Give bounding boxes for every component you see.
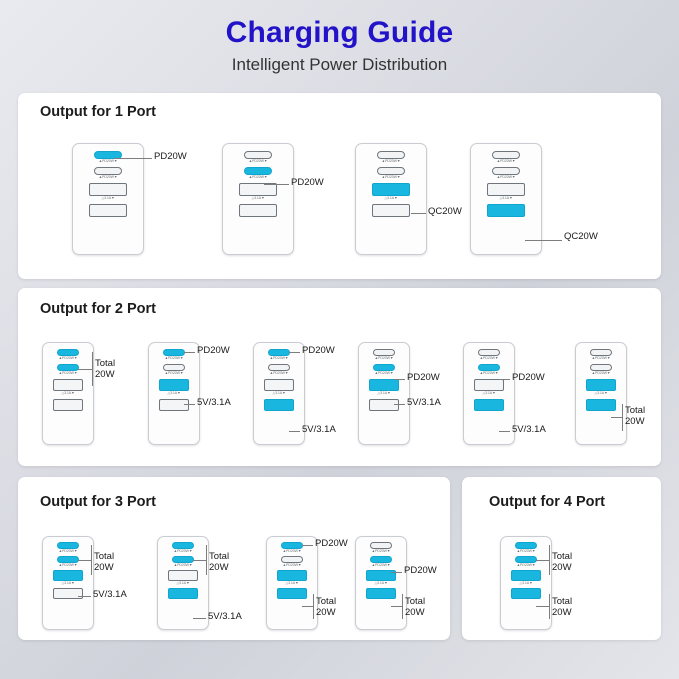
charger-3port-case4 (355, 536, 407, 630)
callout-line-2: 20W (552, 606, 572, 618)
callout-2port-case3-a: 5V/3.1A (302, 424, 336, 435)
usb-c-port-2-label: ▲PD20W▼ (164, 370, 184, 375)
usb-c-port-1-label: ▲PD20W▼ (381, 159, 401, 163)
leader-2-4a (394, 379, 405, 380)
callout-2port-case4-a: 5V/3.1A (407, 397, 441, 408)
usb-a-port-2 (53, 399, 83, 411)
usb-c-port-2 (373, 364, 395, 371)
callout-line-2: 20W (552, 561, 572, 573)
usb-c-port-1-label: ▲PD20W▼ (479, 356, 499, 360)
usb-c-port-1 (515, 542, 537, 549)
usb-a-port-1-label: △3.1A▼ (61, 391, 75, 396)
charger-2port-case1 (42, 342, 94, 445)
leader-3-1a (78, 560, 91, 561)
usb-c-port-1-label: ▲PD20W▼ (164, 356, 184, 360)
usb-c-port-1 (590, 349, 612, 356)
callout-2port-case2-pd: PD20W (197, 345, 230, 356)
leader-3-4b-v (402, 594, 403, 619)
leader-3-4a (391, 572, 402, 573)
callout-line-2: 20W (209, 561, 229, 573)
callout-line-1: Total (552, 551, 573, 562)
usb-a-port-2 (168, 588, 198, 599)
usb-c-port-1-label: ▲PD20W▼ (58, 356, 78, 360)
leader-2-3a (289, 352, 300, 353)
usb-c-port-1-label: ▲PD20W▼ (269, 356, 289, 360)
usb-c-port-1-label: ▲PD20W▼ (98, 159, 118, 163)
usb-a-port-1-label: △3.1A▼ (377, 391, 391, 396)
usb-c-port-1-label: ▲PD20W▼ (282, 549, 302, 553)
callout-3port-case3-pd: PD20W (315, 538, 348, 549)
callout-2port-case3-pd: PD20W (302, 345, 335, 356)
usb-c-port-1 (163, 349, 185, 356)
usb-c-port-1 (57, 542, 79, 549)
usb-c-port-1-label: ▲PD20W▼ (248, 159, 268, 163)
usb-a-port-1-label: △3.1A▼ (101, 196, 115, 201)
usb-c-port-2-label: ▲PD20W▼ (371, 562, 391, 567)
usb-a-port-2 (53, 588, 83, 599)
callout-line-1: Total (209, 551, 230, 562)
panel-title-four-port: Output for 4 Port (489, 494, 605, 510)
callout-line-2: 20W (94, 561, 114, 573)
usb-c-port-2 (172, 556, 194, 563)
leader-2-4b (394, 404, 405, 405)
usb-c-port-2-label: ▲PD20W▼ (381, 174, 401, 179)
usb-c-port-1 (268, 349, 290, 356)
usb-c-port-1 (244, 151, 272, 159)
usb-c-port-2-label: ▲PD20W▼ (58, 562, 78, 567)
usb-c-port-2-label: ▲PD20W▼ (496, 174, 516, 179)
usb-a-port-1-label: △3.1A▼ (176, 581, 190, 586)
usb-c-port-2-label: ▲PD20W▼ (479, 370, 499, 375)
charger-2port-case5 (463, 342, 515, 445)
usb-c-port-2 (377, 167, 405, 175)
usb-c-port-2 (163, 364, 185, 371)
usb-c-port-2 (94, 167, 122, 175)
usb-c-port-1 (373, 349, 395, 356)
usb-a-port-1-label: △3.1A▼ (167, 391, 181, 396)
usb-c-port-2 (590, 364, 612, 371)
usb-a-port-1 (53, 570, 83, 581)
charger-2port-case3 (253, 342, 305, 445)
usb-c-port-2 (370, 556, 392, 563)
leader-2-1 (78, 369, 92, 370)
leader-3-2a (193, 560, 206, 561)
leader-1-3 (411, 213, 426, 214)
callout-line-1: Total (625, 405, 646, 416)
charger-3port-case2 (157, 536, 209, 630)
charger-4port-case1 (500, 536, 552, 630)
usb-a-port-1 (487, 183, 525, 196)
leader-2-3b (289, 431, 300, 432)
usb-c-port-2 (492, 167, 520, 175)
charger-3port-case3 (266, 536, 318, 630)
usb-a-port-1 (264, 379, 294, 391)
usb-c-port-1 (377, 151, 405, 159)
leader-2-6-v (622, 404, 623, 431)
usb-c-port-1-label: ▲PD20W▼ (516, 549, 536, 553)
leader-2-5b (499, 431, 510, 432)
leader-4-1b-v (549, 594, 550, 619)
callout-3port-case2-total (209, 552, 229, 573)
usb-c-port-1 (172, 542, 194, 549)
charger-2port-case2 (148, 342, 200, 445)
charger-1port-case2 (222, 143, 294, 255)
callout-1port-case1: PD20W (154, 151, 187, 162)
usb-a-port-1-label: △3.1A▼ (272, 391, 286, 396)
usb-c-port-2 (478, 364, 500, 371)
leader-3-3a (302, 545, 313, 546)
charger-2port-case4 (358, 342, 410, 445)
callout-line-1: Total (94, 551, 115, 562)
callout-1port-case4: QC20W (564, 231, 598, 242)
usb-a-port-1 (511, 570, 541, 581)
leader-2-5a (499, 379, 510, 380)
leader-1-2 (264, 184, 289, 185)
leader-3-2b (193, 618, 206, 619)
leader-4-1a (536, 560, 549, 561)
leader-2-6 (611, 417, 622, 418)
usb-a-port-2 (372, 204, 410, 217)
leader-4-1b (536, 606, 549, 607)
leader-4-1a-v (549, 545, 550, 575)
callout-3port-case4-pd: PD20W (404, 565, 437, 576)
usb-c-port-2 (244, 167, 272, 175)
panel-title-one-port: Output for 1 Port (40, 104, 156, 120)
leader-2-2b (184, 404, 195, 405)
callout-3port-case1-a: 5V/3.1A (93, 589, 127, 600)
callout-line-1: Total (95, 358, 116, 369)
callout-line-2: 20W (625, 415, 645, 427)
usb-c-port-1 (370, 542, 392, 549)
usb-a-port-1-label: △3.1A▼ (519, 581, 533, 586)
usb-c-port-1 (478, 349, 500, 356)
usb-a-port-1-label: △3.1A▼ (499, 196, 513, 201)
usb-a-port-1 (53, 379, 83, 391)
leader-1-4 (525, 240, 562, 241)
callout-2port-case2-a: 5V/3.1A (197, 397, 231, 408)
callout-line-2: 20W (95, 368, 115, 380)
usb-a-port-1 (168, 570, 198, 581)
leader-3-2a-v (206, 545, 207, 575)
charger-1port-case1 (72, 143, 144, 255)
usb-a-port-2 (487, 204, 525, 217)
usb-c-port-1-label: ▲PD20W▼ (496, 159, 516, 163)
charger-1port-case3 (355, 143, 427, 255)
usb-a-port-1 (89, 183, 127, 196)
usb-a-port-1-label: △3.1A▼ (374, 581, 388, 586)
charger-1port-case4 (470, 143, 542, 255)
callout-line-1: Total (552, 596, 573, 607)
usb-c-port-2 (57, 556, 79, 563)
callout-line-1: Total (405, 596, 426, 607)
callout-4port-total-1 (552, 552, 572, 573)
usb-a-port-1-label: △3.1A▼ (594, 391, 608, 396)
usb-c-port-1-label: ▲PD20W▼ (58, 549, 78, 553)
usb-a-port-2 (474, 399, 504, 411)
usb-c-port-2 (281, 556, 303, 563)
usb-c-port-1-label: ▲PD20W▼ (371, 549, 391, 553)
usb-a-port-1 (369, 379, 399, 391)
callout-3port-case2-a: 5V/3.1A (208, 611, 242, 622)
callout-3port-case3-total (316, 597, 336, 618)
usb-c-port-2 (515, 556, 537, 563)
callout-3port-case4-total (405, 597, 425, 618)
page-subtitle: Intelligent Power Distribution (231, 55, 448, 74)
usb-c-port-1-label: ▲PD20W▼ (173, 549, 193, 553)
usb-c-port-2 (57, 364, 79, 371)
usb-a-port-2 (586, 399, 616, 411)
usb-a-port-2 (239, 204, 277, 217)
usb-c-port-2-label: ▲PD20W▼ (374, 370, 394, 375)
callout-3port-case1-total (94, 552, 114, 573)
usb-a-port-1 (277, 570, 307, 581)
usb-c-port-1-label: ▲PD20W▼ (591, 356, 611, 360)
usb-a-port-2 (89, 204, 127, 217)
leader-3-1a-v (91, 545, 92, 575)
usb-c-port-2-label: ▲PD20W▼ (591, 370, 611, 375)
callout-2port-case1 (95, 359, 115, 380)
callout-line-1: Total (316, 596, 337, 607)
usb-c-port-1 (492, 151, 520, 159)
charger-3port-case1 (42, 536, 94, 630)
usb-a-port-1 (586, 379, 616, 391)
usb-c-port-2-label: ▲PD20W▼ (248, 174, 268, 179)
usb-a-port-1 (159, 379, 189, 391)
usb-a-port-2 (366, 588, 396, 599)
usb-c-port-1 (281, 542, 303, 549)
panel-title-three-port: Output for 3 Port (40, 494, 156, 510)
panel-title-two-port: Output for 2 Port (40, 301, 156, 317)
leader-3-3b-v (313, 594, 314, 619)
usb-a-port-2 (511, 588, 541, 599)
usb-a-port-1-label: △3.1A▼ (251, 196, 265, 201)
usb-a-port-1 (372, 183, 410, 196)
charger-2port-case6 (575, 342, 627, 445)
callout-1port-case2: PD20W (291, 177, 324, 188)
callout-2port-case4-pd: PD20W (407, 372, 440, 383)
leader-2-2a (184, 352, 195, 353)
usb-c-port-2-label: ▲PD20W▼ (98, 174, 118, 179)
callout-1port-case3: QC20W (428, 206, 462, 217)
leader-3-4b (391, 606, 402, 607)
usb-a-port-1 (474, 379, 504, 391)
usb-c-port-2-label: ▲PD20W▼ (173, 562, 193, 567)
usb-c-port-2 (268, 364, 290, 371)
callout-2port-case6 (625, 406, 645, 427)
leader-3-1b (78, 596, 91, 597)
usb-c-port-2-label: ▲PD20W▼ (282, 562, 302, 567)
usb-a-port-2 (277, 588, 307, 599)
usb-a-port-1-label: △3.1A▼ (482, 391, 496, 396)
callout-line-2: 20W (316, 606, 336, 618)
usb-a-port-1-label: △3.1A▼ (61, 581, 75, 586)
usb-a-port-1-label: △3.1A▼ (384, 196, 398, 201)
callout-2port-case5-a: 5V/3.1A (512, 424, 546, 435)
usb-a-port-1-label: △3.1A▼ (285, 581, 299, 586)
usb-c-port-2-label: ▲PD20W▼ (58, 370, 78, 375)
usb-a-port-1 (239, 183, 277, 196)
leader-1-1 (114, 158, 152, 159)
usb-c-port-2-label: ▲PD20W▼ (269, 370, 289, 375)
usb-c-port-1-label: ▲PD20W▼ (374, 356, 394, 360)
usb-c-port-1 (57, 349, 79, 356)
page-title: Charging Guide (225, 16, 454, 49)
callout-2port-case5-pd: PD20W (512, 372, 545, 383)
leader-2-1-v (92, 352, 93, 386)
leader-3-3b (302, 606, 313, 607)
callout-line-2: 20W (405, 606, 425, 618)
callout-4port-total-2 (552, 597, 572, 618)
usb-a-port-2 (264, 399, 294, 411)
usb-c-port-2-label: ▲PD20W▼ (516, 562, 536, 567)
